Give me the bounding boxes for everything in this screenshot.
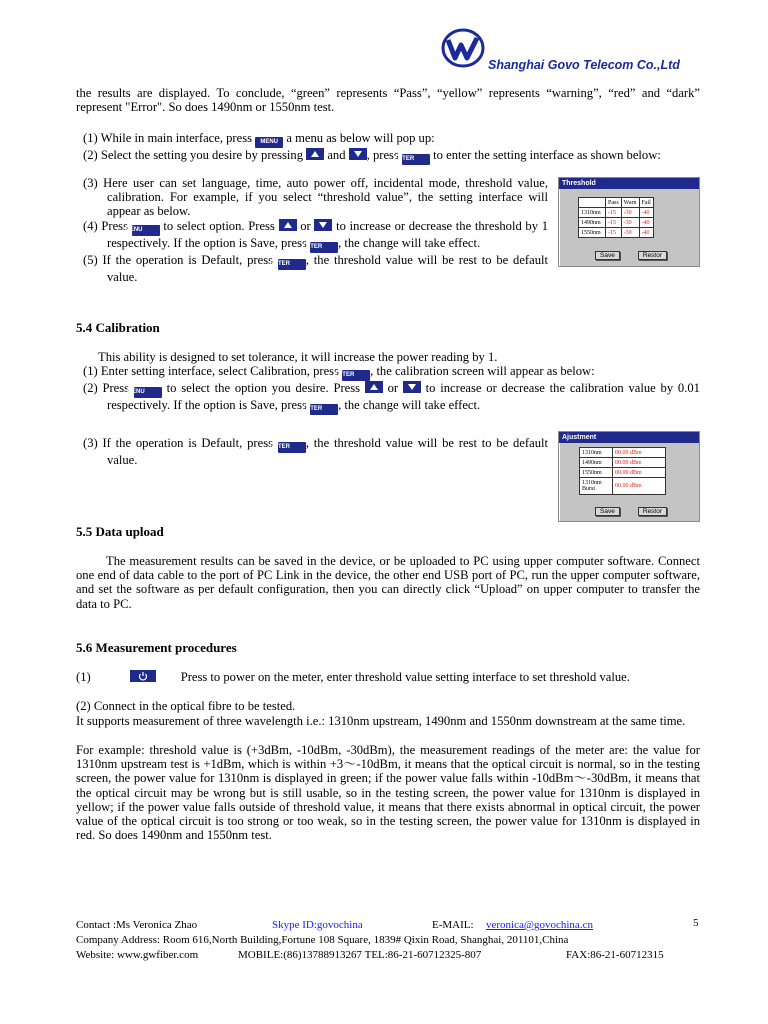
down-arrow-key-icon [349,148,367,160]
table-row [580,458,666,468]
page-number: 5 [693,917,699,929]
enter-key-icon: ENTER [310,242,338,253]
table-row [580,448,666,458]
table-cell: -15 [606,228,622,238]
menu-key-icon: MENU [132,225,160,236]
up-arrow-key-icon [306,148,324,160]
footer-fax: FAX:86-21-60712315 [566,949,664,961]
down-arrow-key-icon [314,219,332,231]
table-cell: 1550nm [580,468,613,478]
menu-key-icon: MENU [134,387,162,398]
list-item: (2) Press MENU to select the option you desire. Press or to increase or decrease the calibration value by 0.01 respectively. If the option is Save, press ENTER , the change will take effect. [83,381,700,415]
table-cell: 1550nm [579,228,606,238]
save-button[interactable]: Save [595,251,620,260]
enter-key-icon: ENTER [402,154,430,165]
company-name: Shanghai Govo Telecom Co.,Ltd [488,58,680,72]
table-cell: -40 [639,208,653,218]
measurement-example: For example: threshold value is (+3dBm, -10dBm, -30dBm), the measurement readings of the meter are: the value for 1310nm upstream test is +1dBm, which is within +3～-10dBm, it means that the optical circuit is normal, so in the testing screen, the power value for 1310nm is displayed in green; if the power value falls within -10dBm～-30dBm, it means that the optical circuit may be wrong but is still usable, so in the testing screen, the power value for 1310nm is displayed in yellow; if the power value falls outside of threshold value, it means that there exists abnormal in optical circuit, the power value of the optical circuit is too strong or too weak, so in the testing screen, the power value for 1310nm is displayed in red. So does 1490nm and 1550nm test. [76,743,700,843]
adjustment-table [579,447,666,495]
measurement-step-2: (2) Connect in the optical fibre to be tested. [76,699,296,713]
footer-email-label: E-MAIL: [432,919,474,931]
enter-key-icon: ENTER [310,404,338,415]
power-key-icon [130,670,156,682]
table-cell: -30 [621,218,639,228]
adjustment-screen [558,431,700,522]
table-cell: 00.00 dBm [613,468,666,478]
list-item: (2) Select the setting you desire by pressing and , press ENTER to enter the setting interface as shown below: [83,148,700,165]
list-calibration [83,364,700,415]
up-arrow-key-icon [365,381,383,393]
table-cell: -30 [621,228,639,238]
intro-paragraph: the results are displayed. To conclude, “green” represents “Pass”, “yellow” represents “warning”, “red” and “dark” represent "Error". So does 1490nm or 1550nm test. [76,86,700,115]
menu-key-icon: MENU [255,137,283,148]
table-cell: 00.00 dBm [613,458,666,468]
list-item: (3) If the operation is Default, press ENTER , the threshold value will be rest to be default value. [83,436,549,467]
list-threshold [83,131,700,165]
table-header-cell: Warn [621,198,639,208]
table-cell: 1310nm [579,208,606,218]
table-header-cell [579,198,606,208]
list-calibration-cont [83,436,548,467]
table-cell: 1310nm Burst [580,478,613,495]
enter-key-icon: ENTER [342,370,370,381]
data-upload-paragraph: The measurement results can be saved in the device, or be uploaded to PC using upper computer software. Connect one end of data cable to the port of PC Link in the device, the other end USB port of PC, run the upper computer software, and set the software as per default configuration, then you can directly click “Upload” on upper computer to transfer the data to PC. [76,554,700,611]
footer-website: Website: www.gwfiber.com [76,949,199,961]
enter-key-icon: ENTER [278,259,306,270]
restore-button[interactable]: Restor [638,251,667,260]
footer-email-link[interactable]: veronica@govochina.cn [486,919,593,931]
table-row [579,218,654,228]
list-threshold-cont [83,176,548,284]
table-header-cell: Pass [606,198,622,208]
save-button[interactable]: Save [595,507,620,516]
threshold-screen-title: Threshold [559,178,699,189]
footer-mobile: MOBILE:(86)13788913267 TEL:86-21-60712325-807 [238,949,482,961]
enter-key-icon: ENTER [278,442,306,453]
table-row [580,478,666,495]
list-item: (4) Press MENU to select option. Press or to increase or decrease the threshold by 1 respectively. If the option is Save, press ENTER , the change will take effect. [83,219,548,253]
table-cell: 1310nm [580,448,613,458]
section-heading-measurement: 5.6 Measurement procedures [76,640,237,655]
table-cell: 00.00 dBm [613,448,666,458]
table-cell: 1490nm [580,458,613,468]
table-row [579,208,654,218]
list-item: (3) Here user can set language, time, auto power off, incidental mode, threshold value, calibration. For example, if you select “threshold value”, the setting interface will appear as below. [83,176,548,219]
list-item: (1) While in main interface, press MENU a menu as below will pop up: [83,131,700,148]
adjustment-screen-title: Ajustment [559,432,699,443]
footer-address: Company Address: Room 616,North Building,Fortune 108 Square, 1839# Qixin Road, Shanghai, 201101,China [76,934,569,946]
table-cell: -30 [621,208,639,218]
footer-skype: Skype ID:govochina [272,919,363,931]
list-item: (1) Enter setting interface, select Calibration, press ENTER , the calibration screen will appear as below: [83,364,700,381]
footer-contact: Contact :Ms Veronica Zhao [76,919,198,931]
down-arrow-key-icon [403,381,421,393]
list-item: (5) If the operation is Default, press ENTER , the threshold value will be rest to be default value. [83,252,549,284]
calibration-intro: This ability is designed to set tolerance, it will increase the power reading by 1. [98,350,498,364]
table-header-row [579,198,654,208]
company-logo [441,28,485,68]
threshold-screen [558,177,700,267]
up-arrow-key-icon [279,219,297,231]
threshold-table [578,197,654,238]
table-row [579,228,654,238]
table-cell: -15 [606,208,622,218]
section-heading-data-upload: 5.5 Data upload [76,524,164,539]
measurement-wavelengths: It supports measurement of three wavelength i.e.: 1310nm upstream, 1490nm and 1550nm downstream at the same time. [76,714,686,728]
section-heading-calibration: 5.4 Calibration [76,320,160,335]
table-cell: 00.00 dBm [613,478,666,495]
table-cell: -40 [639,218,653,228]
table-row [580,468,666,478]
table-cell: -15 [606,218,622,228]
table-cell: -40 [639,228,653,238]
restore-button[interactable]: Restor [638,507,667,516]
table-cell: 1490nm [579,218,606,228]
table-header-cell: Fail [639,198,653,208]
measurement-step-1: (1) Press to power on the meter, enter threshold value setting interface to set threshold value. [76,670,630,684]
